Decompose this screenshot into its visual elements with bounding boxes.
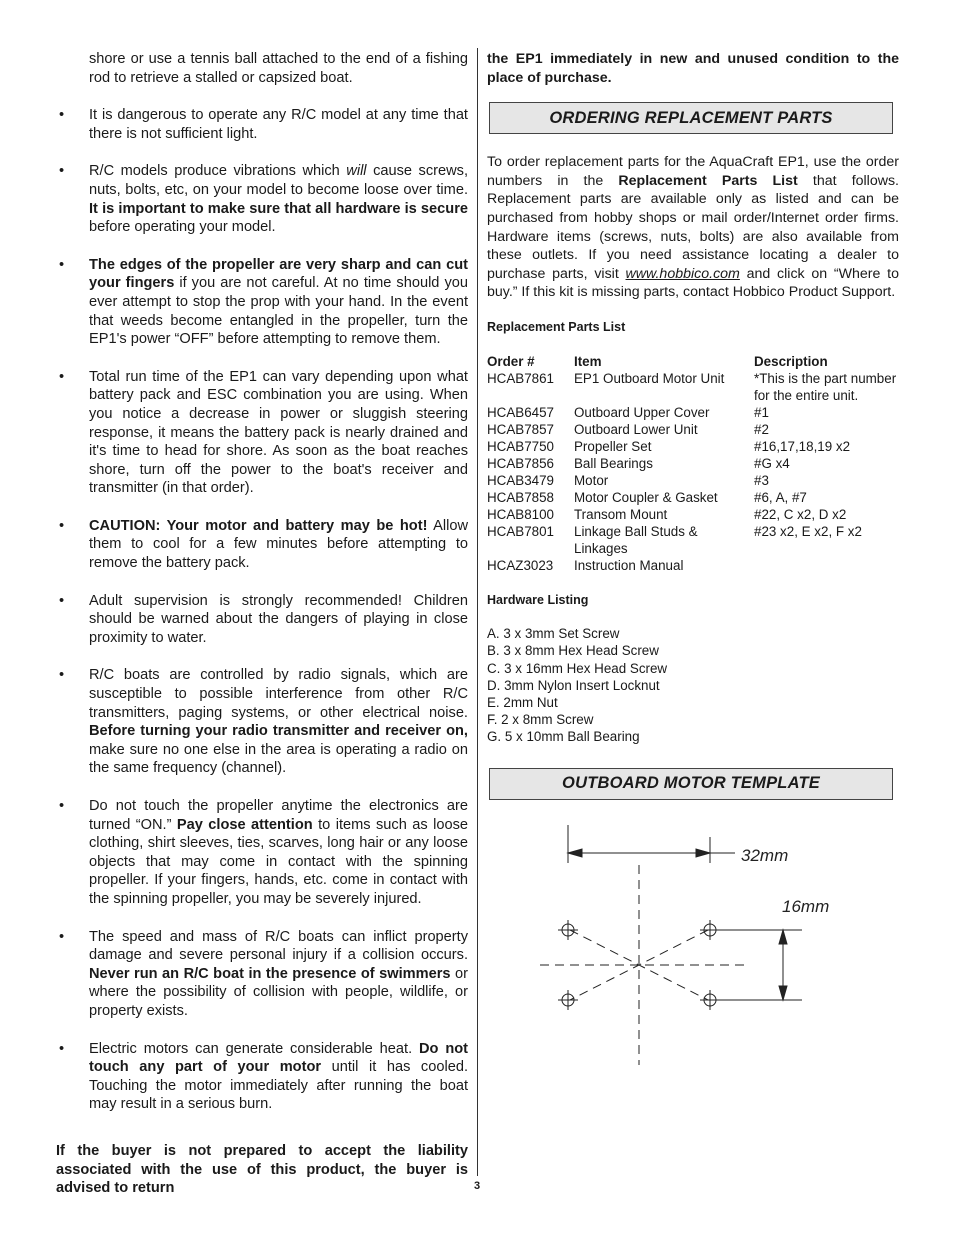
description-cell: *This is the part number for the entire unit.: [754, 370, 897, 403]
order-cell: HCAB7750: [487, 438, 554, 454]
bullet-dot: •: [59, 517, 65, 534]
liability-continued: the EP1 immediately in new and unused condition to the place of purchase.: [487, 51, 899, 86]
table-row: [487, 472, 899, 489]
right-column: [487, 50, 899, 800]
header-item: Item: [574, 353, 602, 369]
item-cell: EP1 Outboard Motor Unit: [574, 370, 725, 386]
description-cell: [754, 557, 899, 574]
item-cell: Outboard Upper Cover: [574, 404, 710, 420]
bullet-heat: • Electric motors can generate considerable heat. Do not touch any part of your motor until it has cooled. Touching the motor immediately after running the boat may result in a serious burn.: [59, 1040, 469, 1113]
table-row: [487, 506, 899, 523]
order-cell: HCAB3479: [487, 472, 554, 488]
list-item: B. 3 x 8mm Hex Head Screw: [487, 643, 659, 659]
item-cell: Outboard Lower Unit: [574, 421, 698, 437]
order-cell: HCAB8100: [487, 506, 554, 522]
header-order: Order #: [487, 353, 535, 369]
parts-header-row: [487, 353, 899, 370]
description-cell: #G x4: [754, 455, 790, 471]
item-cell: Ball Bearings: [574, 455, 653, 471]
hobbico-link[interactable]: www.hobbico.com: [625, 265, 740, 282]
item-cell: Linkage Ball Studs & Linkages: [574, 523, 698, 556]
hole-bottom-right: [700, 990, 720, 1010]
table-row: [487, 404, 899, 421]
bullet-dot: •: [59, 667, 65, 684]
item-cell: Motor Coupler & Gasket: [574, 489, 718, 505]
order-cell: HCAB7858: [487, 489, 554, 505]
bullet-dot: •: [59, 107, 65, 124]
description-cell: #3: [754, 472, 769, 488]
bullet-radio: • R/C boats are controlled by radio signals, which are susceptible to possible interference from other R/C transmitters, paging systems, or other electrical noise. Before turning your radio transmitter and receiver on, make sure no one else in the area is operating a radio on the same frequency (channel).: [59, 667, 468, 777]
list-item: D. 3mm Nylon Insert Locknut: [487, 677, 660, 693]
arrow-right: [696, 849, 710, 857]
hole-top-left: [558, 920, 578, 940]
table-row: [487, 370, 899, 404]
table-row: [487, 455, 899, 472]
bullet-dot: •: [59, 928, 65, 945]
table-row: [487, 523, 899, 557]
list-item: F. 2 x 8mm Screw: [487, 712, 594, 728]
arrow-left: [568, 849, 582, 857]
description-cell: #2: [754, 421, 769, 437]
bullet-do-not-touch-propeller: • Do not touch the propeller anytime the electronics are turned “ON.” Pay close attention to items such as loose clothing, shirt sleeves, ties, scarves, long hair or any loose objects that may come in contact with the spinning propeller. If your fingers, hands, etc. come in contact with the spinning propeller, you may be severely injured.: [59, 798, 468, 907]
bullet-light: • It is dangerous to operate any R/C model at any time that there is not sufficient light.: [59, 107, 468, 142]
dimension-label-32mm: 32mm: [741, 846, 789, 865]
outboard-template-diagram: [530, 825, 890, 1075]
order-cell: HCAB7861: [487, 370, 554, 386]
bullet-dot: •: [59, 1040, 65, 1057]
ordering-parts-banner: ORDERING REPLACEMENT PARTS: [489, 102, 893, 134]
description-cell: #22, C x2, D x2: [754, 506, 847, 522]
description-cell: #23 x2, E x2, F x2: [754, 523, 862, 539]
bullet-swimmers: • The speed and mass of R/C boats can inflict property damage and severe personal injury if a collision occurs. Never run an R/C boat in the presence of swimmers or where the possibility of collision with people, wildlife, or property exists.: [59, 928, 468, 1019]
order-cell: HCAB6457: [487, 404, 554, 420]
order-cell: HCAB7856: [487, 455, 554, 471]
item-cell: Instruction Manual: [574, 557, 684, 573]
order-cell: HCAZ3023: [487, 557, 554, 573]
hardware-heading: Hardware Listing: [487, 592, 589, 607]
table-row: [487, 489, 899, 506]
bullet-dot: •: [59, 256, 65, 273]
intro-paragraph: shore or use a tennis ball attached to the end of a fishing rod to retrieve a stalled or capsized boat.: [89, 51, 468, 86]
bullet-run-time: • Total run time of the EP1 can vary depending upon what battery pack and ESC combination you are using. When you notice a decrease in power or sluggish steering response, it means the battery pack is nearly drained and it's time to head for shore. As soon as the boat reaches shore, turn off the power to the boat's receiver and transmitter (in that order).: [59, 368, 468, 497]
bullet-caution-hot: • CAUTION: Your motor and battery may be hot! Allow them to cool for a few minutes before attempting to remove the battery pack.: [59, 517, 468, 572]
order-cell: HCAB7857: [487, 421, 554, 437]
hardware-list: [487, 625, 899, 745]
hole-bottom-left: [558, 990, 578, 1010]
arrow-up: [779, 930, 787, 944]
bullet-dot: •: [59, 368, 65, 385]
description-cell: #6, A, #7: [754, 489, 807, 505]
item-cell: Propeller Set: [574, 438, 652, 454]
parts-table: [487, 353, 899, 574]
header-description: Description: [754, 353, 828, 369]
parts-list-heading: Replacement Parts List: [487, 319, 626, 334]
bullet-dot: •: [59, 163, 65, 180]
bullet-vibrations: • R/C models produce vibrations which will cause screws, nuts, bolts, etc, on your model to become loose over time. It is important to make sure that all hardware is secure before operating your model.: [59, 163, 468, 236]
list-item: A. 3 x 3mm Set Screw: [487, 626, 620, 642]
table-row: [487, 438, 899, 455]
bullet-dot: •: [59, 592, 65, 609]
description-cell: #16,17,18,19 x2: [754, 438, 851, 454]
bullet-supervision: • Adult supervision is strongly recommended! Children should be warned about the dangers of playing in close proximity to water.: [59, 592, 468, 646]
description-cell: #1: [754, 404, 769, 420]
item-cell: Motor: [574, 472, 609, 488]
list-item: C. 3 x 16mm Hex Head Screw: [487, 660, 668, 676]
item-cell: Transom Mount: [574, 506, 668, 522]
table-row: [487, 557, 899, 574]
page-number: 3: [473, 1180, 481, 1192]
table-row: [487, 421, 899, 438]
bullet-propeller-edges: • The edges of the propeller are very sharp and can cut your fingers if you are not careful. At no time should you ever attempt to stop the prop with your hand. In the event that weeds become entangled in the propeller, turn the EP1's power “OFF” before attempting to remove them.: [59, 256, 468, 348]
liability-paragraph: If the buyer is not prepared to accept the liability associated with the use of this product, the buyer is advised to return: [56, 1142, 468, 1197]
ordering-paragraph: To order replacement parts for the AquaCraft EP1, use the order numbers in the Replacement Parts List that follows. Replacement parts are available only as listed and can be purchased from hobby shops or mail order/Internet order firms. Hardware items (screws, nuts, bolts) are also available from these outlets. If you need assistance locating a dealer to purchase parts, visit www.hobbico.com and click on “Where to buy.” If this kit is missing parts, contact Hobbico Product Support.: [487, 154, 899, 301]
column-divider: [477, 48, 478, 1176]
list-item: G. 5 x 10mm Ball Bearing: [487, 729, 640, 745]
bullet-dot: •: [59, 798, 65, 814]
order-cell: HCAB7801: [487, 523, 554, 539]
left-column: [56, 50, 468, 1198]
hole-top-right: [700, 920, 720, 940]
list-item: E. 2mm Nut: [487, 694, 558, 710]
template-banner: OUTBOARD MOTOR TEMPLATE: [489, 768, 893, 800]
dimension-label-16mm: 16mm: [782, 897, 830, 916]
arrow-down: [779, 986, 787, 1000]
